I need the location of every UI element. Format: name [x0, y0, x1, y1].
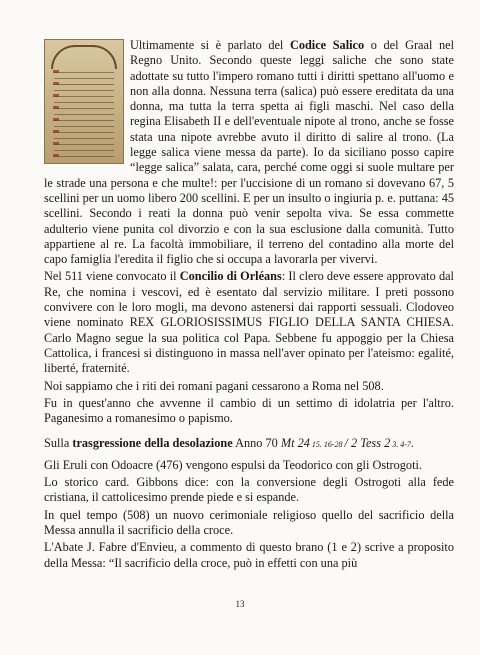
- paragraph-eruli: Gli Eruli con Odoacre (476) vengono espulsi da Teodorico con gli Ostrogoti.: [44, 457, 422, 472]
- paragraph-council-orleans: Nel 511 viene convocato il Concilio di Orléans: Il clero deve essere approvato dal Re, che nomina i vescovi, ed è esentato dal servizio militare. I preti possono convivere con le loro mogli, ma devono astenersi dai rapporti sessuali. Clodoveo viene nominato REX GLORIOSISSIMUS FIGLIO DELLA SANTA CHIESA. Carlo Magno segue la sua politica col Papa. Sebbene fu appoggio per la Chiesa Cattolica, i francesi si distinguono in massa nell'aver opinato per l'ateismo: egalité, liberté, fraternité.: [44, 269, 454, 376]
- paragraph-idolatry-change: Fu in quest'anno che avvenne il cambio di un settimo di idolatria per l'altro. Paganesimo a romanesimo o papismo.: [44, 395, 454, 426]
- paragraph-gibbons: Lo storico card. Gibbons dice: con la conversione degli Ostrogoti alla fede cristiana, il cattolicesimo prende piede e si espande.: [44, 475, 454, 505]
- paragraph-pagan-rites: Noi sappiamo che i riti dei romani pagani cessarono a Roma nel 508.: [44, 378, 384, 393]
- codice-salico-term: Codice Salico: [289, 38, 365, 52]
- paragraph-salic-law: Ultimamente si è parlato del Codice Salico o del Graal nel Regno Unito. Secondo queste leggi saliche che sono state adottate su tutto l'impero romano tutti i diritti spettano all'uomo e non alla donna. Nessuna terra (salica) può essere ereditata da una donna, ma tutta la terra spetta ai figli maschi. Nel caso della regina Elisabeth II e dell'eventuale nipote al trono, anche se fosse stata una nipote avrebbe avuto il diritto di salire al trono. (La legge salica viene messa da parte). Io da siciliano posso capire “legge salica” salata, cara, perché come oggi si suole multare per le strade una persona e che multe!: per l'uccisione di un romano si dovevano 67, 5 scellini per un uomo libero 200 scellini. E per un insulto o ingiuria p. e. puttana: 45 scellini. Secondo i reati la donna può venir sepolta viva. Se essa commette adulterio viene punita col divorzio e con la sua esclusione dalla comunità. Tutto appartiene al re. La facoltà immobiliare, il terreno del contadino alla morte del capo famiglia l'eredita il figlio che si occupa a lavorarla per vivervi.: [44, 38, 454, 267]
- paragraph-fabre: L'Abate J. Fabre d'Envieu, a commento di questo brano (1 e 2) scrive a proposito della Messa: “Il sacrificio della croce, può in effetti con una più: [44, 540, 454, 570]
- page-body: [44, 38, 454, 573]
- section-heading: Sulla trasgressione della desolazione Anno 70 Mt 24 15. 16-28 / 2 Tess 2 3. 4-7.: [44, 436, 414, 451]
- paragraph-mass-ceremony: In quel tempo (508) un nuovo cerimoniale religioso quello del sacrificio della Messa annulla il sacrificio della croce.: [44, 507, 454, 537]
- concilio-orleans-term: Concilio di Orléans: [179, 269, 282, 284]
- manuscript-image: [44, 39, 124, 164]
- page-number: 13: [235, 599, 245, 609]
